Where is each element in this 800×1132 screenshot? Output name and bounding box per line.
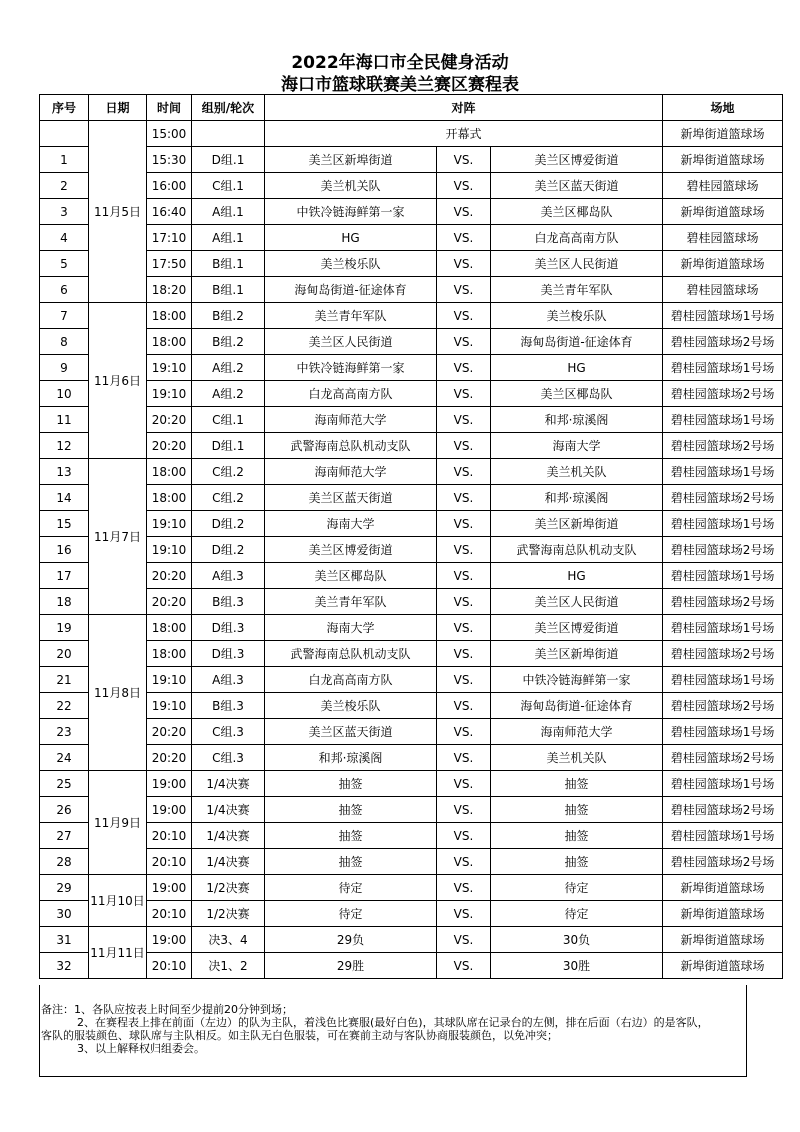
cell-no: 21 (40, 667, 89, 693)
cell-away-team: 海甸岛街道-征途体育 (491, 693, 663, 719)
cell-no: 25 (40, 771, 89, 797)
cell-no (40, 121, 89, 147)
cell-home-team: 海南师范大学 (265, 407, 437, 433)
cell-venue: 碧桂园篮球场1号场 (663, 563, 783, 589)
cell-away-team: 中铁冷链海鲜第一家 (491, 667, 663, 693)
cell-group: A组.1 (192, 199, 265, 225)
cell-date: 11月10日 (89, 875, 147, 927)
cell-vs: VS. (437, 303, 491, 329)
cell-home-team: 武警海南总队机动支队 (265, 641, 437, 667)
cell-home-team: 海南师范大学 (265, 459, 437, 485)
notes-box (39, 985, 747, 1077)
cell-vs: VS. (437, 745, 491, 771)
cell-venue: 碧桂园篮球场2号场 (663, 589, 783, 615)
cell-venue: 碧桂园篮球场2号场 (663, 329, 783, 355)
cell-group: B组.1 (192, 251, 265, 277)
cell-away-team: 抽签 (491, 771, 663, 797)
cell-group: B组.3 (192, 693, 265, 719)
cell-group (192, 121, 265, 147)
cell-group: C组.2 (192, 459, 265, 485)
cell-home-team: 美兰梭乐队 (265, 693, 437, 719)
cell-group: D组.1 (192, 433, 265, 459)
cell-group: D组.2 (192, 537, 265, 563)
cell-venue: 新埠街道篮球场 (663, 147, 783, 173)
cell-group: 1/4决赛 (192, 771, 265, 797)
cell-home-team: HG (265, 225, 437, 251)
cell-away-team: 和邦·琼溪阁 (491, 407, 663, 433)
cell-away-team: 美兰机关队 (491, 745, 663, 771)
cell-group: D组.1 (192, 147, 265, 173)
cell-vs: VS. (437, 875, 491, 901)
table-row-opening (40, 121, 783, 147)
cell-time: 18:00 (147, 615, 192, 641)
table-row (40, 589, 783, 615)
cell-home-team: 美兰区博爱街道 (265, 537, 437, 563)
cell-venue: 碧桂园篮球场1号场 (663, 615, 783, 641)
cell-vs: VS. (437, 381, 491, 407)
cell-no: 30 (40, 901, 89, 927)
table-row (40, 537, 783, 563)
cell-time: 20:20 (147, 719, 192, 745)
cell-group: 决3、4 (192, 927, 265, 953)
cell-vs: VS. (437, 173, 491, 199)
header-date: 日期 (89, 95, 147, 121)
cell-no: 18 (40, 589, 89, 615)
cell-no: 17 (40, 563, 89, 589)
note-line-4: 3、以上解释权归组委会。 (77, 1042, 205, 1055)
cell-time: 19:10 (147, 537, 192, 563)
cell-group: C组.1 (192, 173, 265, 199)
cell-away-team: 美兰区蓝天街道 (491, 173, 663, 199)
cell-venue: 碧桂园篮球场2号场 (663, 693, 783, 719)
cell-time: 19:10 (147, 511, 192, 537)
cell-home-team: 抽签 (265, 797, 437, 823)
cell-home-team: 中铁冷链海鲜第一家 (265, 199, 437, 225)
table-row (40, 901, 783, 927)
cell-vs: VS. (437, 901, 491, 927)
cell-away-team: 30胜 (491, 953, 663, 979)
cell-venue: 新埠街道篮球场 (663, 251, 783, 277)
cell-time: 18:00 (147, 459, 192, 485)
cell-venue: 碧桂园篮球场2号场 (663, 485, 783, 511)
cell-vs: VS. (437, 485, 491, 511)
cell-away-team: HG (491, 563, 663, 589)
cell-away-team: 海甸岛街道-征途体育 (491, 329, 663, 355)
cell-group: A组.2 (192, 355, 265, 381)
cell-date: 11月7日 (89, 459, 147, 615)
cell-time: 19:00 (147, 797, 192, 823)
cell-no: 31 (40, 927, 89, 953)
cell-group: C组.3 (192, 719, 265, 745)
cell-time: 18:00 (147, 303, 192, 329)
cell-time: 15:00 (147, 121, 192, 147)
cell-vs: VS. (437, 355, 491, 381)
cell-home-team: 海南大学 (265, 511, 437, 537)
cell-vs: VS. (437, 641, 491, 667)
cell-venue: 新埠街道篮球场 (663, 121, 783, 147)
table-row (40, 173, 783, 199)
cell-vs: VS. (437, 563, 491, 589)
cell-away-team: 美兰青年军队 (491, 277, 663, 303)
table-row (40, 355, 783, 381)
cell-away-team: 待定 (491, 875, 663, 901)
cell-venue: 碧桂园篮球场2号场 (663, 745, 783, 771)
cell-venue: 碧桂园篮球场1号场 (663, 407, 783, 433)
cell-no: 14 (40, 485, 89, 511)
cell-time: 20:20 (147, 745, 192, 771)
table-row (40, 719, 783, 745)
cell-vs: VS. (437, 407, 491, 433)
cell-home-team: 待定 (265, 875, 437, 901)
cell-home-team: 和邦·琼溪阁 (265, 745, 437, 771)
cell-time: 15:30 (147, 147, 192, 173)
cell-home-team: 美兰梭乐队 (265, 251, 437, 277)
table-row (40, 953, 783, 979)
table-row (40, 199, 783, 225)
header-group: 组别/轮次 (192, 95, 265, 121)
cell-venue: 碧桂园篮球场1号场 (663, 771, 783, 797)
cell-no: 4 (40, 225, 89, 251)
cell-vs: VS. (437, 199, 491, 225)
cell-no: 29 (40, 875, 89, 901)
table-row (40, 459, 783, 485)
cell-away-team: 美兰区椰岛队 (491, 381, 663, 407)
cell-group: D组.3 (192, 615, 265, 641)
cell-venue: 碧桂园篮球场1号场 (663, 303, 783, 329)
cell-time: 16:00 (147, 173, 192, 199)
table-row (40, 381, 783, 407)
cell-away-team: 抽签 (491, 823, 663, 849)
cell-no: 32 (40, 953, 89, 979)
cell-no: 27 (40, 823, 89, 849)
cell-venue: 碧桂园篮球场1号场 (663, 355, 783, 381)
cell-home-team: 美兰机关队 (265, 173, 437, 199)
cell-venue: 碧桂园篮球场1号场 (663, 719, 783, 745)
cell-time: 20:20 (147, 407, 192, 433)
cell-no: 23 (40, 719, 89, 745)
cell-no: 11 (40, 407, 89, 433)
cell-home-team: 白龙高高南方队 (265, 667, 437, 693)
table-row (40, 667, 783, 693)
cell-home-team: 抽签 (265, 849, 437, 875)
table-row (40, 823, 783, 849)
cell-time: 20:10 (147, 823, 192, 849)
cell-group: B组.1 (192, 277, 265, 303)
cell-venue: 新埠街道篮球场 (663, 875, 783, 901)
cell-vs: VS. (437, 719, 491, 745)
cell-home-team: 抽签 (265, 771, 437, 797)
cell-home-team: 海甸岛街道-征途体育 (265, 277, 437, 303)
cell-group: A组.1 (192, 225, 265, 251)
cell-away-team: 抽签 (491, 797, 663, 823)
header-match: 对阵 (265, 95, 663, 121)
cell-home-team: 美兰区人民街道 (265, 329, 437, 355)
page-subtitle: 海口市篮球联赛美兰赛区赛程表 (281, 75, 519, 95)
cell-home-team: 美兰区蓝天街道 (265, 485, 437, 511)
cell-time: 18:20 (147, 277, 192, 303)
cell-away-team: 美兰区人民街道 (491, 251, 663, 277)
cell-group: C组.2 (192, 485, 265, 511)
cell-vs: VS. (437, 953, 491, 979)
note-line-3: 客队的服装颜色、球队席与主队相反。如主队无白色服装，可在赛前主动与客队协商服装颜色，以免冲突； (41, 1029, 558, 1042)
cell-away-team: 抽签 (491, 849, 663, 875)
cell-vs: VS. (437, 589, 491, 615)
cell-away-team: 和邦·琼溪阁 (491, 485, 663, 511)
cell-group: B组.2 (192, 329, 265, 355)
table-row (40, 771, 783, 797)
cell-group: D组.3 (192, 641, 265, 667)
cell-time: 19:00 (147, 771, 192, 797)
table-row (40, 251, 783, 277)
cell-home-team: 抽签 (265, 823, 437, 849)
header-time: 时间 (147, 95, 192, 121)
note-line-2: 2、在赛程表上排在前面（左边）的队为主队，着浅色比赛服(最好白色)，其球队席在记录台的左侧，排在后面（右边）的是客队， (77, 1016, 709, 1029)
cell-no: 7 (40, 303, 89, 329)
cell-time: 19:10 (147, 381, 192, 407)
cell-no: 26 (40, 797, 89, 823)
cell-time: 18:00 (147, 641, 192, 667)
cell-away-team: 海南师范大学 (491, 719, 663, 745)
cell-venue: 碧桂园篮球场 (663, 225, 783, 251)
cell-vs: VS. (437, 927, 491, 953)
cell-vs: VS. (437, 667, 491, 693)
cell-date: 11月6日 (89, 303, 147, 459)
cell-no: 6 (40, 277, 89, 303)
cell-venue: 碧桂园篮球场1号场 (663, 511, 783, 537)
cell-home-team: 美兰区新埠街道 (265, 147, 437, 173)
schedule-table (39, 94, 783, 979)
cell-away-team: 美兰区博爱街道 (491, 615, 663, 641)
cell-away-team: 白龙高高南方队 (491, 225, 663, 251)
cell-venue: 碧桂园篮球场1号场 (663, 823, 783, 849)
cell-no: 24 (40, 745, 89, 771)
cell-home-team: 待定 (265, 901, 437, 927)
cell-time: 20:10 (147, 849, 192, 875)
cell-time: 19:10 (147, 693, 192, 719)
cell-group: B组.2 (192, 303, 265, 329)
cell-away-team: 美兰区新埠街道 (491, 511, 663, 537)
cell-time: 20:10 (147, 901, 192, 927)
cell-venue: 碧桂园篮球场1号场 (663, 459, 783, 485)
cell-no: 16 (40, 537, 89, 563)
cell-away-team: 武警海南总队机动支队 (491, 537, 663, 563)
cell-venue: 碧桂园篮球场2号场 (663, 641, 783, 667)
cell-time: 20:20 (147, 589, 192, 615)
cell-time: 18:00 (147, 329, 192, 355)
cell-group: A组.3 (192, 667, 265, 693)
cell-away-team: HG (491, 355, 663, 381)
cell-group: B组.3 (192, 589, 265, 615)
cell-no: 3 (40, 199, 89, 225)
cell-vs: VS. (437, 329, 491, 355)
cell-no: 19 (40, 615, 89, 641)
cell-home-team: 29胜 (265, 953, 437, 979)
cell-time: 16:40 (147, 199, 192, 225)
cell-vs: VS. (437, 615, 491, 641)
cell-group: C组.1 (192, 407, 265, 433)
table-row (40, 693, 783, 719)
cell-date: 11月11日 (89, 927, 147, 979)
table-row (40, 147, 783, 173)
cell-group: D组.2 (192, 511, 265, 537)
cell-home-team: 美兰区椰岛队 (265, 563, 437, 589)
cell-group: 决1、2 (192, 953, 265, 979)
cell-away-team: 美兰区博爱街道 (491, 147, 663, 173)
cell-venue: 碧桂园篮球场2号场 (663, 849, 783, 875)
cell-no: 13 (40, 459, 89, 485)
cell-no: 12 (40, 433, 89, 459)
cell-home-team: 白龙高高南方队 (265, 381, 437, 407)
cell-date: 11月5日 (89, 121, 147, 303)
table-row (40, 485, 783, 511)
cell-time: 19:10 (147, 355, 192, 381)
header-venue: 场地 (663, 95, 783, 121)
cell-time: 20:20 (147, 563, 192, 589)
cell-venue: 碧桂园篮球场2号场 (663, 381, 783, 407)
cell-home-team: 中铁冷链海鲜第一家 (265, 355, 437, 381)
cell-group: 1/2决赛 (192, 875, 265, 901)
cell-no: 2 (40, 173, 89, 199)
cell-venue: 新埠街道篮球场 (663, 927, 783, 953)
cell-vs: VS. (437, 433, 491, 459)
cell-away-team: 待定 (491, 901, 663, 927)
cell-home-team: 29负 (265, 927, 437, 953)
cell-vs: VS. (437, 511, 491, 537)
cell-venue: 碧桂园篮球场 (663, 277, 783, 303)
table-row (40, 303, 783, 329)
table-row (40, 641, 783, 667)
cell-venue: 碧桂园篮球场2号场 (663, 433, 783, 459)
cell-group: A组.2 (192, 381, 265, 407)
table-row (40, 797, 783, 823)
table-row (40, 277, 783, 303)
cell-no: 5 (40, 251, 89, 277)
cell-venue: 碧桂园篮球场2号场 (663, 797, 783, 823)
cell-away-team: 美兰梭乐队 (491, 303, 663, 329)
cell-home-team: 海南大学 (265, 615, 437, 641)
cell-no: 10 (40, 381, 89, 407)
page-title: 2022年海口市全民健身活动 (291, 53, 509, 73)
cell-vs: VS. (437, 147, 491, 173)
cell-vs: VS. (437, 797, 491, 823)
cell-no: 8 (40, 329, 89, 355)
cell-venue: 碧桂园篮球场2号场 (663, 537, 783, 563)
cell-group: 1/2决赛 (192, 901, 265, 927)
table-row (40, 329, 783, 355)
cell-vs: VS. (437, 459, 491, 485)
cell-time: 18:00 (147, 485, 192, 511)
table-row (40, 745, 783, 771)
cell-time: 17:50 (147, 251, 192, 277)
cell-date: 11月9日 (89, 771, 147, 875)
cell-venue: 新埠街道篮球场 (663, 901, 783, 927)
note-line-1: 备注：1、各队应按表上时间至少提前20分钟到场； (41, 1003, 293, 1016)
cell-vs: VS. (437, 823, 491, 849)
cell-away-team: 美兰区新埠街道 (491, 641, 663, 667)
table-header-row (40, 95, 783, 121)
cell-vs: VS. (437, 537, 491, 563)
cell-vs: VS. (437, 277, 491, 303)
cell-no: 1 (40, 147, 89, 173)
cell-group: 1/4决赛 (192, 849, 265, 875)
cell-venue: 碧桂园篮球场 (663, 173, 783, 199)
cell-time: 20:20 (147, 433, 192, 459)
header-no: 序号 (40, 95, 89, 121)
cell-home-team: 武警海南总队机动支队 (265, 433, 437, 459)
cell-away-team: 美兰区人民街道 (491, 589, 663, 615)
cell-vs: VS. (437, 251, 491, 277)
cell-group: A组.3 (192, 563, 265, 589)
cell-date: 11月8日 (89, 615, 147, 771)
cell-group: 1/4决赛 (192, 797, 265, 823)
cell-home-team: 美兰区蓝天街道 (265, 719, 437, 745)
table-row (40, 849, 783, 875)
cell-away-team: 美兰区椰岛队 (491, 199, 663, 225)
table-row (40, 615, 783, 641)
table-row (40, 407, 783, 433)
table-row (40, 875, 783, 901)
cell-no: 15 (40, 511, 89, 537)
table-row (40, 511, 783, 537)
cell-venue: 新埠街道篮球场 (663, 953, 783, 979)
cell-vs: VS. (437, 693, 491, 719)
cell-away-team: 海南大学 (491, 433, 663, 459)
cell-time: 19:00 (147, 875, 192, 901)
cell-time: 19:10 (147, 667, 192, 693)
cell-group: C组.3 (192, 745, 265, 771)
cell-time: 17:10 (147, 225, 192, 251)
cell-home-team: 美兰青年军队 (265, 589, 437, 615)
cell-vs: VS. (437, 225, 491, 251)
cell-vs: VS. (437, 849, 491, 875)
cell-no: 22 (40, 693, 89, 719)
cell-group: 1/4决赛 (192, 823, 265, 849)
table-row (40, 433, 783, 459)
cell-away-team: 30负 (491, 927, 663, 953)
table-row (40, 927, 783, 953)
cell-home-team: 美兰青年军队 (265, 303, 437, 329)
cell-time: 19:00 (147, 927, 192, 953)
cell-venue: 新埠街道篮球场 (663, 199, 783, 225)
cell-time: 20:10 (147, 953, 192, 979)
cell-no: 20 (40, 641, 89, 667)
cell-vs: VS. (437, 771, 491, 797)
cell-no: 9 (40, 355, 89, 381)
cell-opening-label: 开幕式 (265, 121, 663, 147)
table-row (40, 563, 783, 589)
cell-away-team: 美兰机关队 (491, 459, 663, 485)
cell-venue: 碧桂园篮球场1号场 (663, 667, 783, 693)
table-row (40, 225, 783, 251)
cell-no: 28 (40, 849, 89, 875)
